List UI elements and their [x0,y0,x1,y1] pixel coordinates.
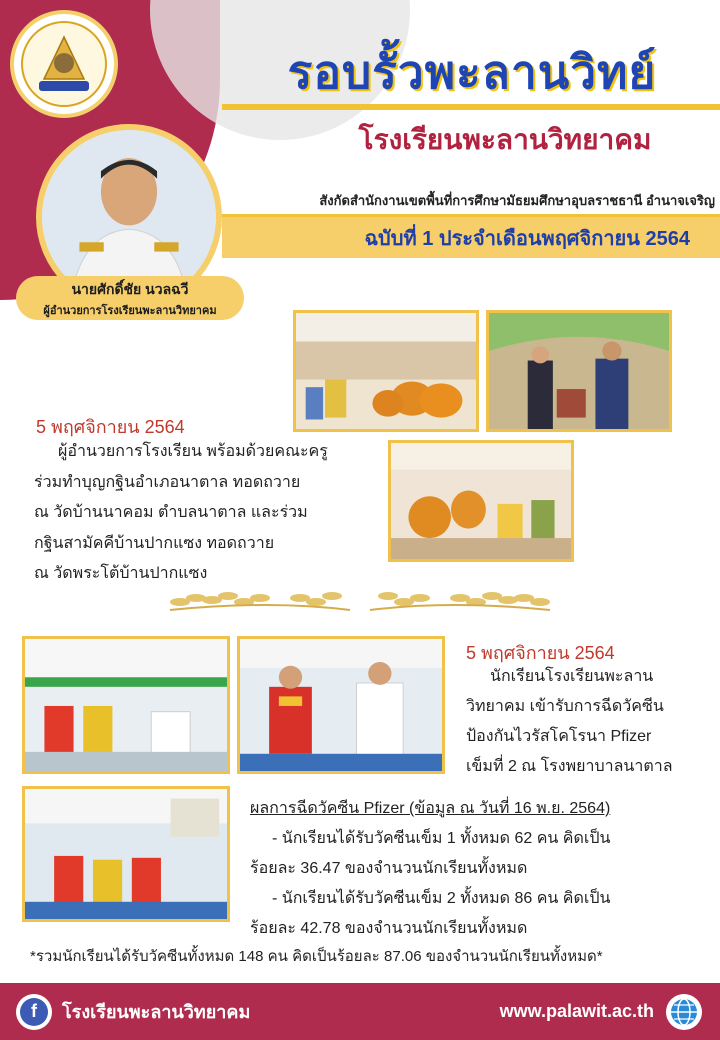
director-position: ผู้อำนวยการโรงเรียนพะลานวิทยาคม [43,305,217,317]
issue-text: ฉบับที่ 1 ประจำเดือนพฤศจิกายน 2564 [364,227,690,250]
news1-line: ผู้อำนวยการโรงเรียน พร้อมด้วยคณะครู [58,443,328,460]
website-link[interactable] [500,994,702,1030]
kathin-ceremony-photo-3 [388,440,574,562]
news2-line: เข็มที่ 2 ณ โรงพยาบาลนาตาล [466,758,673,775]
results-item: ร้อยละ 42.78 ของจำนวนนักเรียนทั้งหมด [250,920,528,937]
newsletter-title: รอบรั้วพะลานวิทย์ [287,46,657,98]
affiliation-text: สังกัดสำนักงานเขตพื้นที่การศึกษามัธยมศึกษาอุบลราชธานี อำนาจเจริญ [319,193,715,208]
director-name: นายศักดิ์ชัย นวลฉวี [71,281,189,297]
news2-line: วิทยาคม เข้ารับการฉีดวัคซีน [466,698,664,715]
facebook-icon[interactable]: f [16,994,52,1030]
news2-date: 5 พฤศจิกายน 2564 [466,643,615,663]
website-url[interactable]: www.palawit.ac.th [499,1001,654,1021]
vaccine-photo-2 [237,636,445,774]
news2-body [466,662,706,782]
facebook-page-name[interactable]: โรงเรียนพะลานวิทยาคม [62,1002,251,1022]
results-item: ร้อยละ 36.47 ของจำนวนนักเรียนทั้งหมด [250,860,528,877]
news1-line: กฐินสามัคคีบ้านปากแซง ทอดถวาย [34,534,275,552]
news1-line: ร่วมทำบุญกฐินอำเภอนาตาล ทอดถวาย [34,473,301,491]
news1-line: ณ วัดบ้านนาคอม ตำบลนาตาล และร่วม [34,504,308,521]
news2-line: นักเรียนโรงเรียนพะลาน [490,668,654,685]
school-emblem-icon [19,19,109,109]
issue-banner [222,214,720,258]
kathin-ceremony-photo-1 [293,310,479,432]
school-logo [10,10,118,118]
vaccination-summary-note: *รวมนักเรียนได้รับวัคซีนทั้งหมด 148 คน คิดเป็นร้อยละ 87.06 ของจำนวนนักเรียนทั้งหมด* [30,948,603,965]
school-name-heading: โรงเรียนพะลานวิทยาคม [358,124,652,155]
title-underline [222,104,720,110]
vaccine-results [250,794,710,944]
vaccine-photo-1 [22,636,230,774]
results-heading: ผลการฉีดวัคซีน Pfizer (ข้อมูล ณ วันที่ 16 พ.ย. 2564) [250,800,611,817]
news1-line: ณ วัดพระโต้บ้านปากแซง [34,565,208,582]
vaccine-photo-3 [22,786,230,922]
news1-body [34,437,354,590]
news1-date: 5 พฤศจิกายน 2564 [36,417,185,437]
news2-line: ป้องกันไวรัสโคโรนา Pfizer [466,728,652,745]
footer-bar [0,983,720,1040]
laurel-divider [160,588,560,618]
kathin-ceremony-photo-2 [486,310,672,432]
facebook-link[interactable] [16,994,250,1030]
director-name-plate [16,276,244,320]
globe-icon[interactable] [666,994,702,1030]
results-item: - นักเรียนได้รับวัคซีนเข็ม 2 ทั้งหมด 86 คน คิดเป็น [272,890,611,907]
results-item: - นักเรียนได้รับวัคซีนเข็ม 1 ทั้งหมด 62 คน คิดเป็น [272,830,611,847]
